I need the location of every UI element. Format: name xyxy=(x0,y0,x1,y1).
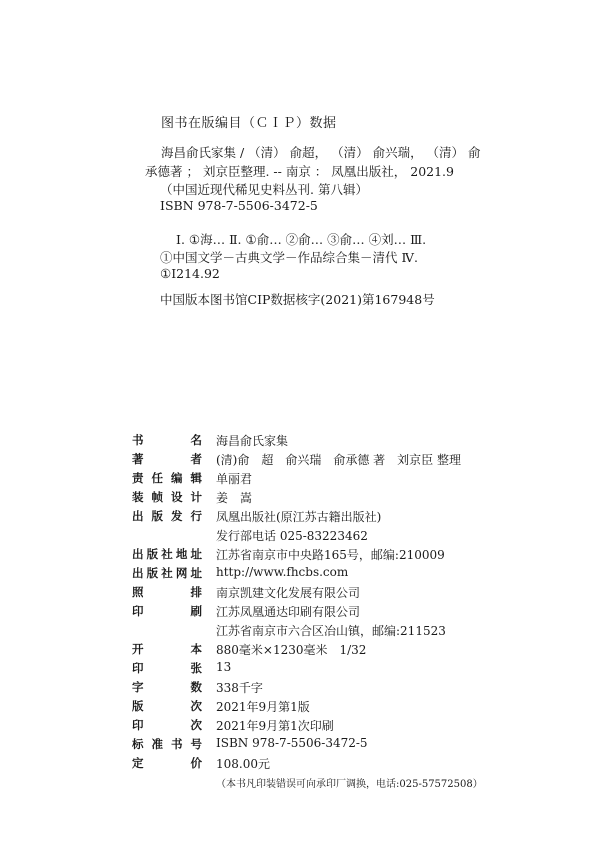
colophon-value: 海昌俞氏家集 xyxy=(216,434,289,448)
colophon-value: 880毫米×1230毫米 1/32 xyxy=(216,643,367,657)
cip-isbn: ISBN 978-7-5506-3472-5 xyxy=(160,198,318,213)
colophon-label: 书 名 xyxy=(132,433,202,447)
cip-title: 图书在版编目（ＣＩＰ）数据 xyxy=(161,116,337,131)
colophon-value: 姜 嵩 xyxy=(216,491,253,505)
cip-classification-1: Ⅰ. ①海… Ⅱ. ①俞… ②俞… ③俞… ④刘… Ⅲ. xyxy=(176,232,427,247)
cip-classification-2: ①中国文学－古典文学－作品综合集－清代 Ⅳ. xyxy=(160,250,418,265)
colophon-value: 江苏省南京市六合区冶山镇，邮编:211523 xyxy=(216,624,446,638)
colophon-value: 13 xyxy=(216,660,232,674)
colophon-value: 338千字 xyxy=(216,681,263,695)
replacement-note: （本书凡印装错误可向承印厂调换，电话:025-57572508） xyxy=(216,779,483,790)
colophon-label: 著 者 xyxy=(132,452,202,466)
colophon-value: 江苏省南京市中央路165号，邮编:210009 xyxy=(216,548,445,562)
cip-number: 中国版本图书馆CIP数据核字(2021)第167948号 xyxy=(160,292,435,307)
colophon-label: 开 本 xyxy=(132,642,202,656)
cip-line-1: 海昌俞氏家集 / （清） 俞超， （清） 俞兴瑞， （清） 俞 xyxy=(161,145,481,160)
colophon-label: 出 版 社 地 址 xyxy=(132,547,202,561)
colophon-value: 凤凰出版社(原江苏古籍出版社) xyxy=(216,510,382,524)
colophon-value: 江苏凤凰通达印刷有限公司 xyxy=(216,605,361,619)
colophon-value: http://www.fhcbs.com xyxy=(216,565,349,579)
colophon-value: 南京凯建文化发展有限公司 xyxy=(216,586,361,600)
colophon-label: 出 版 社 网 址 xyxy=(132,566,202,580)
colophon-label: 印 次 xyxy=(132,718,202,732)
colophon-label: 定 价 xyxy=(132,756,202,770)
colophon-label: 责 任 编 辑 xyxy=(132,471,202,485)
colophon-value: ISBN 978-7-5506-3472-5 xyxy=(216,736,368,750)
colophon-label: 装 帧 设 计 xyxy=(132,490,202,504)
colophon-label: 照 排 xyxy=(132,585,202,599)
colophon-value: (清)俞 超 俞兴瑞 俞承德 著 刘京臣 整理 xyxy=(216,453,461,467)
colophon-label: 印 刷 xyxy=(132,604,202,618)
cip-line-2: 承德著 ； 刘京臣整理. -- 南京 ： 凤凰出版社， 2021.9 xyxy=(145,164,454,179)
colophon-value: 108.00元 xyxy=(216,757,270,771)
colophon-label: 字 数 xyxy=(132,680,202,694)
colophon-value: 2021年9月第1次印刷 xyxy=(216,719,334,733)
colophon-value: 发行部电话 025-83223462 xyxy=(216,529,368,543)
colophon-label: 标 准 书 号 xyxy=(132,737,202,751)
colophon-label: 印 张 xyxy=(132,661,202,675)
colophon-value: 2021年9月第1版 xyxy=(216,700,310,714)
colophon-label: 出 版 发 行 xyxy=(132,509,202,523)
colophon-label: 版 次 xyxy=(132,699,202,713)
colophon-value: 单丽君 xyxy=(216,472,253,486)
cip-line-3: （中国近现代稀见史料丛刊. 第八辑） xyxy=(160,182,368,197)
cip-classification-3: ①I214.92 xyxy=(160,266,220,281)
